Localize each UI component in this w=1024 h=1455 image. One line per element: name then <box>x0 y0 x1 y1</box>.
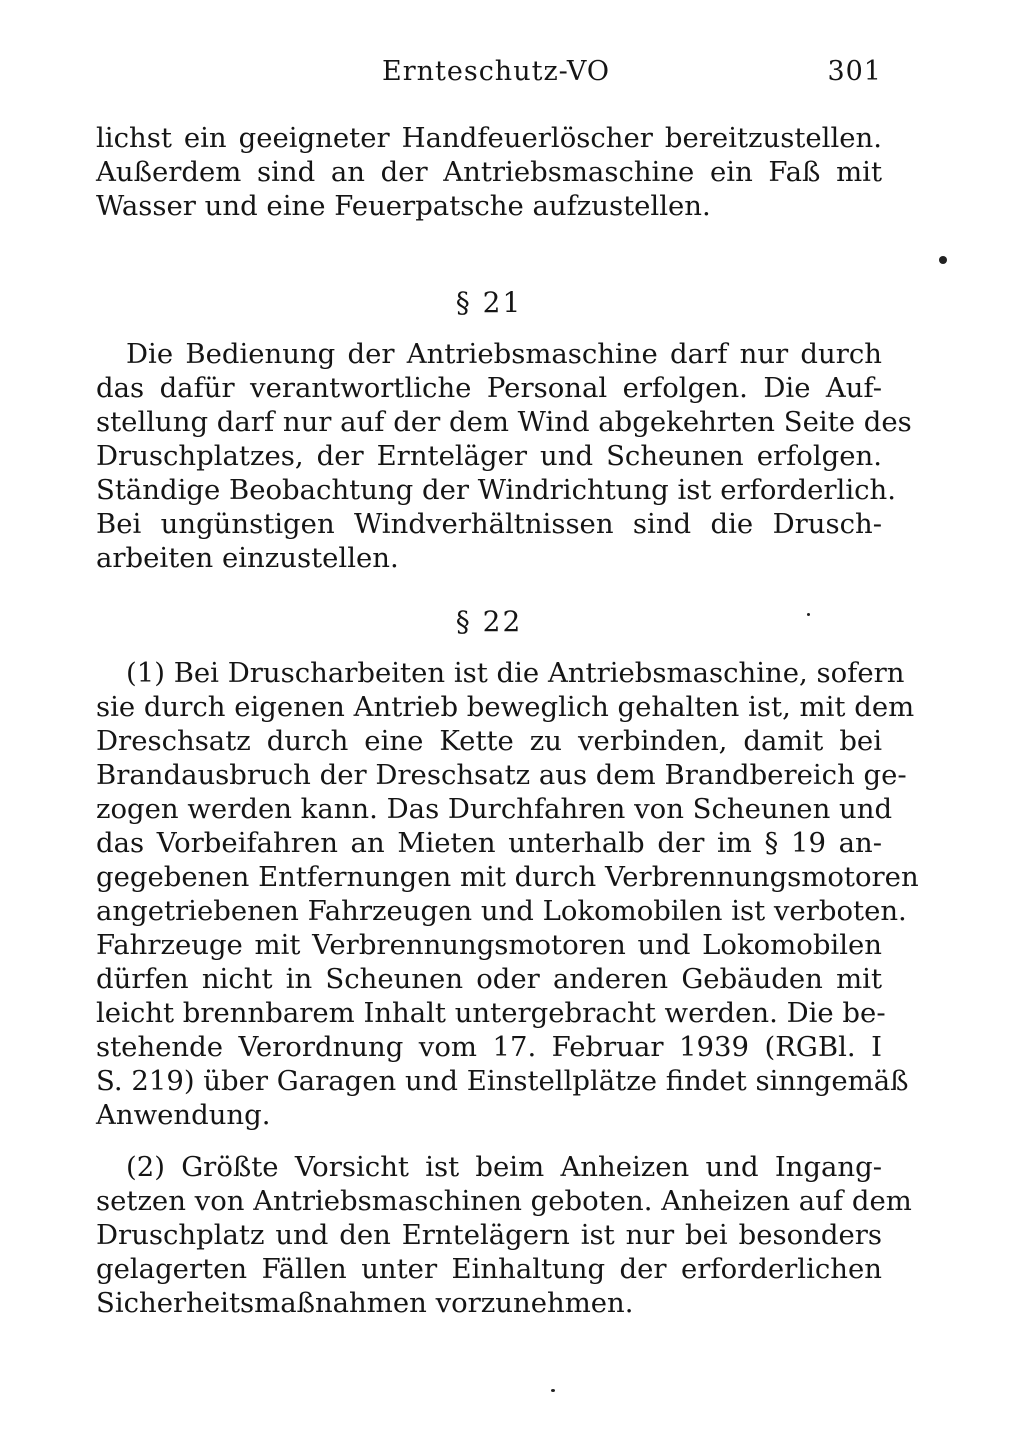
text-line: sie durch eigenen Antrieb beweglich gehalten ist, mit dem <box>96 691 915 723</box>
text-line: setzen von Antriebsmaschinen geboten. Anheizen auf dem <box>96 1185 912 1217</box>
section-22-heading: § 22 <box>455 605 523 638</box>
text-line: arbeiten einzustellen. <box>96 542 399 574</box>
text-line: das dafür verantwortliche Personal erfolgen. Die Auf- <box>96 372 882 404</box>
text-line: das Vorbeifahren an Mieten unterhalb der im § 19 an- <box>96 827 882 859</box>
running-title: Ernteschutz-VO <box>382 56 610 87</box>
text-line: stehende Verordnung vom 17. Februar 1939 (RGBl. I <box>96 1031 882 1063</box>
text-line: S. 219) über Garagen und Einstellplätze findet sinngemäß <box>96 1065 909 1097</box>
running-head <box>96 56 882 96</box>
text-line: Wasser und eine Feuerpatsche aufzustellen. <box>96 190 711 222</box>
text-line: leicht brennbarem Inhalt untergebracht werden. Die be- <box>96 997 886 1029</box>
text-line: Druschplatz und den Erntelägern ist nur bei besonders <box>96 1219 882 1251</box>
text-line: Sicherheitsmaßnahmen vorzunehmen. <box>96 1287 634 1319</box>
text-line: Die Bedienung der Antriebsmaschine darf nur durch <box>126 338 882 370</box>
text-line: Anwendung. <box>96 1099 271 1131</box>
text-line: Brandausbruch der Dreschsatz aus dem Brandbereich ge- <box>96 759 907 791</box>
text-line: Dreschsatz durch eine Kette zu verbinden, damit bei <box>96 725 882 757</box>
ink-speck <box>551 1389 555 1392</box>
section-22-paragraph-1 <box>96 656 919 1132</box>
intro-paragraph <box>96 121 882 223</box>
text-line: (1) Bei Druscharbeiten ist die Antriebsmaschine, sofern <box>126 657 905 689</box>
text-line: zogen werden kann. Das Durchfahren von Scheunen und <box>96 793 893 825</box>
text-line: Bei ungünstigen Windverhältnissen sind die Drusch- <box>96 508 882 540</box>
text-line: Fahrzeuge mit Verbrennungsmotoren und Lokomobilen <box>96 929 882 961</box>
ink-speck <box>939 256 947 264</box>
text-line: Außerdem sind an der Antriebsmaschine ein Faß mit <box>96 156 882 188</box>
text-line: Ständige Beobachtung der Windrichtung ist erforderlich. <box>96 474 896 506</box>
text-line: (2) Größte Vorsicht ist beim Anheizen und Ingang- <box>126 1151 882 1183</box>
text-line: stellung darf nur auf der dem Wind abgekehrten Seite des <box>96 406 912 438</box>
section-21-paragraph <box>96 337 912 575</box>
section-22-paragraph-2 <box>96 1150 912 1320</box>
text-line: dürfen nicht in Scheunen oder anderen Gebäuden mit <box>96 963 882 995</box>
text-line: Druschplatzes, der Ernteläger und Scheunen erfolgen. <box>96 440 882 472</box>
page-number: 301 <box>827 56 882 87</box>
text-line: angetriebenen Fahrzeugen und Lokomobilen ist verboten. <box>96 895 907 927</box>
text-line: lichst ein geeigneter Handfeuerlöscher bereitzustellen. <box>96 122 882 154</box>
section-21-heading: § 21 <box>455 286 523 319</box>
text-line: gegebenen Entfernungen mit durch Verbrennungsmotoren <box>96 861 919 893</box>
ink-speck <box>807 613 810 616</box>
text-line: gelagerten Fällen unter Einhaltung der erforderlichen <box>96 1253 882 1285</box>
